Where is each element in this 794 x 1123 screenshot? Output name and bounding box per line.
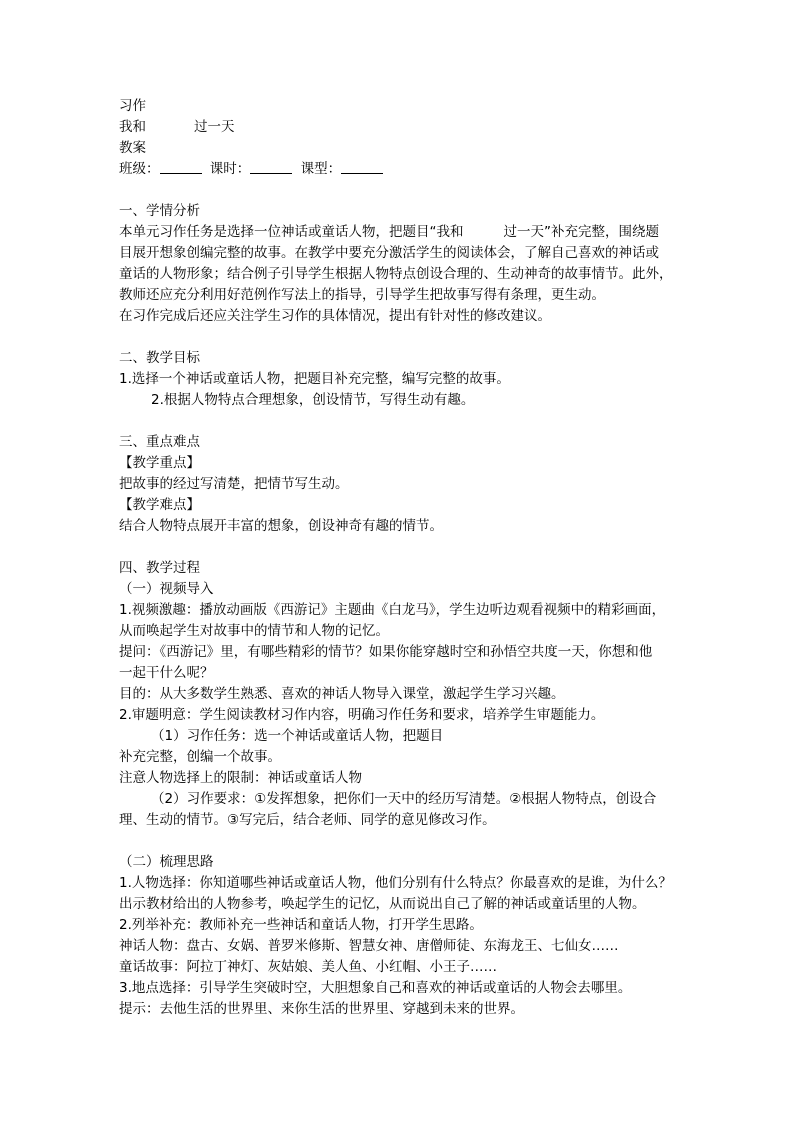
key-point-text: 把故事的经过写清楚，把情节写生动。	[119, 476, 349, 492]
s1-para-line: 教师还应充分利用好范例作写法上的指导，引导学生把故事写得有条理，更生动。	[119, 287, 605, 303]
type-label: 课型：	[300, 161, 342, 177]
title-part-a: 我和	[119, 119, 146, 135]
process-line: 出示教材给出的人物参考，唤起学生的记忆，从而说出自己了解的神话或童话里的人物。	[119, 896, 646, 912]
doc-title	[119, 117, 689, 138]
process-line: 提问：《西游记》里，有哪些精彩的情节？如果你能穿越时空和孙悟空共度一天，你想和他	[119, 644, 653, 660]
period-blank	[250, 159, 292, 174]
class-blank	[160, 159, 202, 174]
subsection-title-2: （二）梳理思路	[119, 854, 214, 870]
process-line: 童话故事：阿拉丁神灯、灰姑娘、美人鱼、小红帽、小王子……	[119, 959, 497, 975]
section-title-3: 三、重点难点	[119, 434, 200, 450]
process-line: 2.列举补充：教师补充一些神话和童话人物，打开学生思路。	[119, 917, 483, 933]
goal-2: 2.根据人物特点合理想象，创设情节，写得生动有趣。	[151, 392, 475, 408]
goal-1: 1.选择一个神话或童话人物，把题目补充完整，编写完整的故事。	[119, 371, 510, 387]
section-title-1: 一、学情分析	[119, 203, 200, 219]
type-blank	[341, 159, 383, 174]
process-line: 1.人物选择：你知道哪些神话或童话人物，他们分别有什么特点？你最喜欢的是谁，为什么？	[119, 875, 672, 891]
doc-type: 教案	[119, 140, 146, 156]
section-title-2: 二、教学目标	[119, 350, 200, 366]
process-line: （2）习作要求：①发挥想象，把你们一天中的经历写清楚。②根据人物特点，创设合	[151, 791, 657, 807]
s1-para-line: 目展开想象创编完整的故事。在教学中要充分激活学生的阅读体会，了解自己喜欢的神话或	[119, 245, 659, 261]
process-line: 从而唤起学生对故事中的情节和人物的记忆。	[119, 623, 389, 639]
section-title-4: 四、教学过程	[119, 560, 200, 576]
class-label: 班级：	[119, 161, 160, 177]
process-line: 1.视频激趣：播放动画版《西游记》主题曲《白龙马》，学生边听边观看视频中的精彩画面，	[119, 602, 666, 618]
process-line: 提示：去他生活的世界里、来你生活的世界里、穿越到未来的世界。	[119, 1001, 524, 1017]
title-part-b: 过一天	[194, 119, 235, 135]
info-line	[119, 159, 689, 180]
s1-para-line	[119, 222, 689, 243]
process-line: 注意人物选择上的限制：神话或童话人物	[119, 770, 362, 786]
s1-para-line: 在习作完成后还应关注学生习作的具体情况，提出有针对性的修改建议。	[119, 308, 551, 324]
process-line: 理、生动的情节。③写完后，结合老师、同学的意见修改习作。	[119, 812, 496, 828]
process-line: （1）习作任务：选一个神话或童话人物，把题目	[151, 728, 444, 744]
process-line: 3.地点选择：引导学生突破时空，大胆想象自己和喜欢的神话或童话的人物会去哪里。	[119, 980, 632, 996]
process-line: 补充完整，创编一个故事。	[119, 749, 281, 765]
period-label: 课时：	[209, 161, 251, 177]
s1-p1a: 本单元习作任务是选择一位神话或童话人物，把题目“我和	[119, 224, 464, 240]
process-line: 一起干什么呢？	[119, 665, 214, 681]
s1-para-line: 童话的人物形象；结合例子引导学生根据人物特点创设合理的、生动神奇的故事情节。此外，	[119, 266, 673, 282]
subsection-title-1: （一）视频导入	[119, 581, 214, 597]
difficulty-label: 【教学难点】	[119, 497, 200, 513]
document-page	[119, 96, 689, 1020]
process-line: 神话人物：盘古、女娲、普罗米修斯、智慧女神、唐僧师徒、东海龙王、七仙女……	[119, 938, 619, 954]
difficulty-text: 结合人物特点展开丰富的想象，创设神奇有趣的情节。	[119, 518, 443, 534]
process-line: 2.审题明意：学生阅读教材习作内容，明确习作任务和要求，培养学生审题能力。	[119, 707, 605, 723]
s1-p1b: 过一天”补充完整，围绕题	[503, 224, 659, 240]
key-point-label: 【教学重点】	[119, 455, 200, 471]
doc-category: 习作	[119, 98, 146, 114]
process-line: 目的：从大多数学生熟悉、喜欢的神话人物导入课堂，激起学生学习兴趣。	[119, 686, 565, 702]
